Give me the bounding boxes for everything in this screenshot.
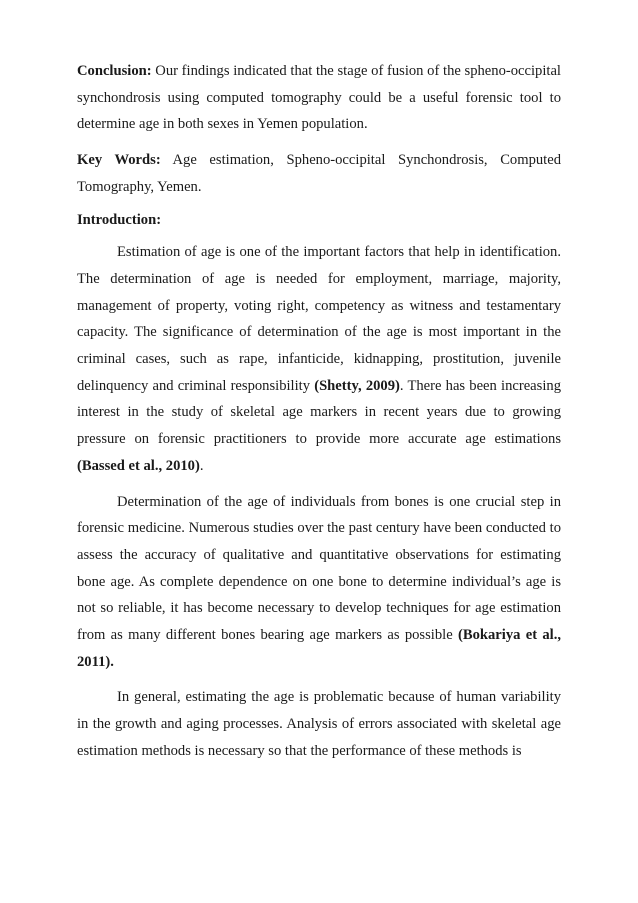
conclusion-paragraph xyxy=(77,58,561,138)
citation-bassed: (Bassed et al., 2010) xyxy=(77,457,200,474)
introduction-heading: Introduction: xyxy=(77,211,162,228)
intro-p1-text-a: Estimation of age is one of the important factors that help in identification. The determination of age is needed for employment, marriage, majority, management of property, voting right, competency as witness and testamentary capacity. The significance of determination of the age is most important in the criminal cases, such as rape, infanticide, kidnapping, prostitution, juvenile delinquency and criminal responsibility xyxy=(77,244,561,394)
intro-paragraph-1 xyxy=(77,239,561,479)
conclusion-label: Conclusion: xyxy=(77,63,152,79)
keywords-text: Age estimation, Spheno-occipital Synchondrosis, Computed Tomography, Yemen. xyxy=(77,152,562,195)
intro-paragraph-2 xyxy=(77,489,561,676)
conclusion-text: Our findings indicated that the stage of fusion of the spheno-occipital synchondrosis using computed tomography could be a useful forensic tool to determine age in both sexes in Yemen population. xyxy=(77,63,561,133)
intro-paragraph-3: In general, estimating the age is problematic because of human variability in the growth and aging processes. Analysis of errors associated with skeletal age estimation methods is necessary so that the performance of these methods is xyxy=(77,689,561,759)
citation-bokariya: (Bokariya et al., 2011). xyxy=(77,627,561,670)
keywords-label: Key Words: xyxy=(77,152,161,169)
document-page xyxy=(77,58,561,765)
keywords-paragraph xyxy=(77,147,561,200)
intro-p2-text-a: Determination of the age of individuals from bones is one crucial step in forensic medicine. Numerous studies over the past century have been conducted to assess the accuracy of qualitative and quantitative observations for estimating bone age. As complete dependence on one bone to determine individual’s age is not so reliable, it has become necessary to develop techniques for age estimation from as many different bones bearing age markers as possible xyxy=(77,493,561,644)
citation-shetty: (Shetty, 2009) xyxy=(314,377,400,394)
intro-p1-text-b: . There has been increasing interest in the study of skeletal age markers in recent years due to growing pressure on forensic practitioners to provide more accurate age estimations xyxy=(77,377,561,448)
intro-p1-text-c: . xyxy=(199,457,204,474)
